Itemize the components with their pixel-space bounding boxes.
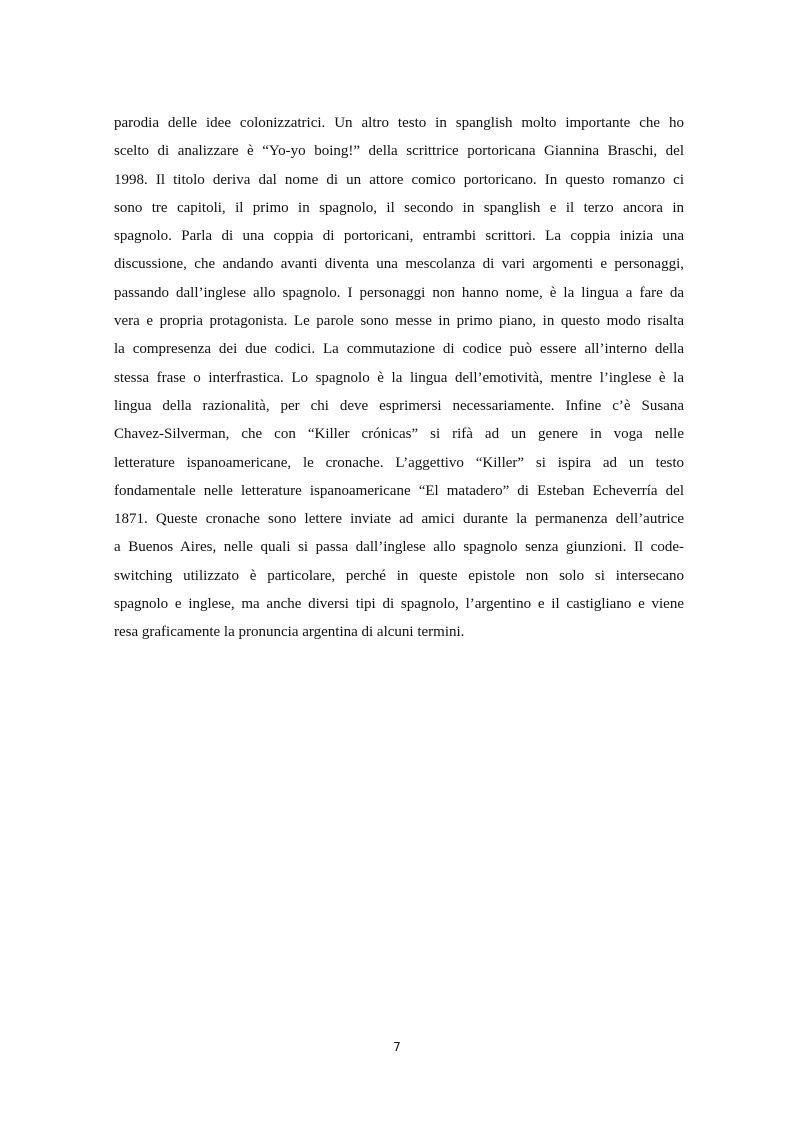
paragraph-line: resa graficamente la pronuncia argentina di alcuni termini. (114, 624, 465, 641)
paragraph-line: stessa frase o interfrastica. Lo spagnolo è la lingua dell’emotività, mentre l’inglese è la (114, 369, 684, 386)
paragraph-line: switching utilizzato è particolare, perché in queste epistole non solo si intersecano (114, 567, 684, 584)
paragraph-line: Chavez-Silverman, che con “Killer crónicas” si rifà ad un genere in voga nelle (114, 426, 684, 443)
paragraph-line: a Buenos Aires, nelle quali si passa dall’inglese allo spagnolo senza giunzioni. Il code- (114, 539, 684, 556)
paragraph-line: sono tre capitoli, il primo in spagnolo, il secondo in spanglish e il terzo ancora in (114, 199, 684, 216)
body-paragraph (114, 109, 684, 647)
paragraph-line: 1998. Il titolo deriva dal nome di un attore comico portoricano. In questo romanzo ci (114, 171, 684, 188)
paragraph-line: lingua della razionalità, per chi deve esprimersi necessariamente. Infine c’è Susana (114, 397, 684, 414)
paragraph-line: scelto di analizzare è “Yo-yo boing!” della scrittrice portoricana Giannina Braschi, del (114, 143, 684, 160)
paragraph-line: 1871. Queste cronache sono lettere inviate ad amici durante la permanenza dell’autrice (114, 511, 684, 528)
paragraph-line: passando dall’inglese allo spagnolo. I personaggi non hanno nome, è la lingua a fare da (114, 284, 684, 301)
paragraph-line: vera e propria protagonista. Le parole sono messe in primo piano, in questo modo risalta (114, 313, 684, 330)
paragraph-line: letterature ispanoamericane, le cronache. L’aggettivo “Killer” si ispira ad un testo (114, 454, 684, 471)
paragraph-line: fondamentale nelle letterature ispanoamericane “El matadero” di Esteban Echeverría del (114, 482, 684, 499)
paragraph-line: discussione, che andando avanti diventa una mescolanza di vari argomenti e personaggi, (114, 256, 684, 273)
page-number: 7 (393, 1040, 401, 1054)
paragraph-line: la compresenza dei due codici. La commutazione di codice può essere all’interno della (114, 341, 684, 358)
paragraph-line: parodia delle idee colonizzatrici. Un altro testo in spanglish molto importante che ho (114, 115, 684, 131)
paragraph-line: spagnolo. Parla di una coppia di portoricani, entrambi scrittori. La coppia inizia una (114, 228, 684, 245)
paragraph-line: spagnolo e inglese, ma anche diversi tipi di spagnolo, l’argentino e il castigliano e viene (114, 596, 684, 613)
